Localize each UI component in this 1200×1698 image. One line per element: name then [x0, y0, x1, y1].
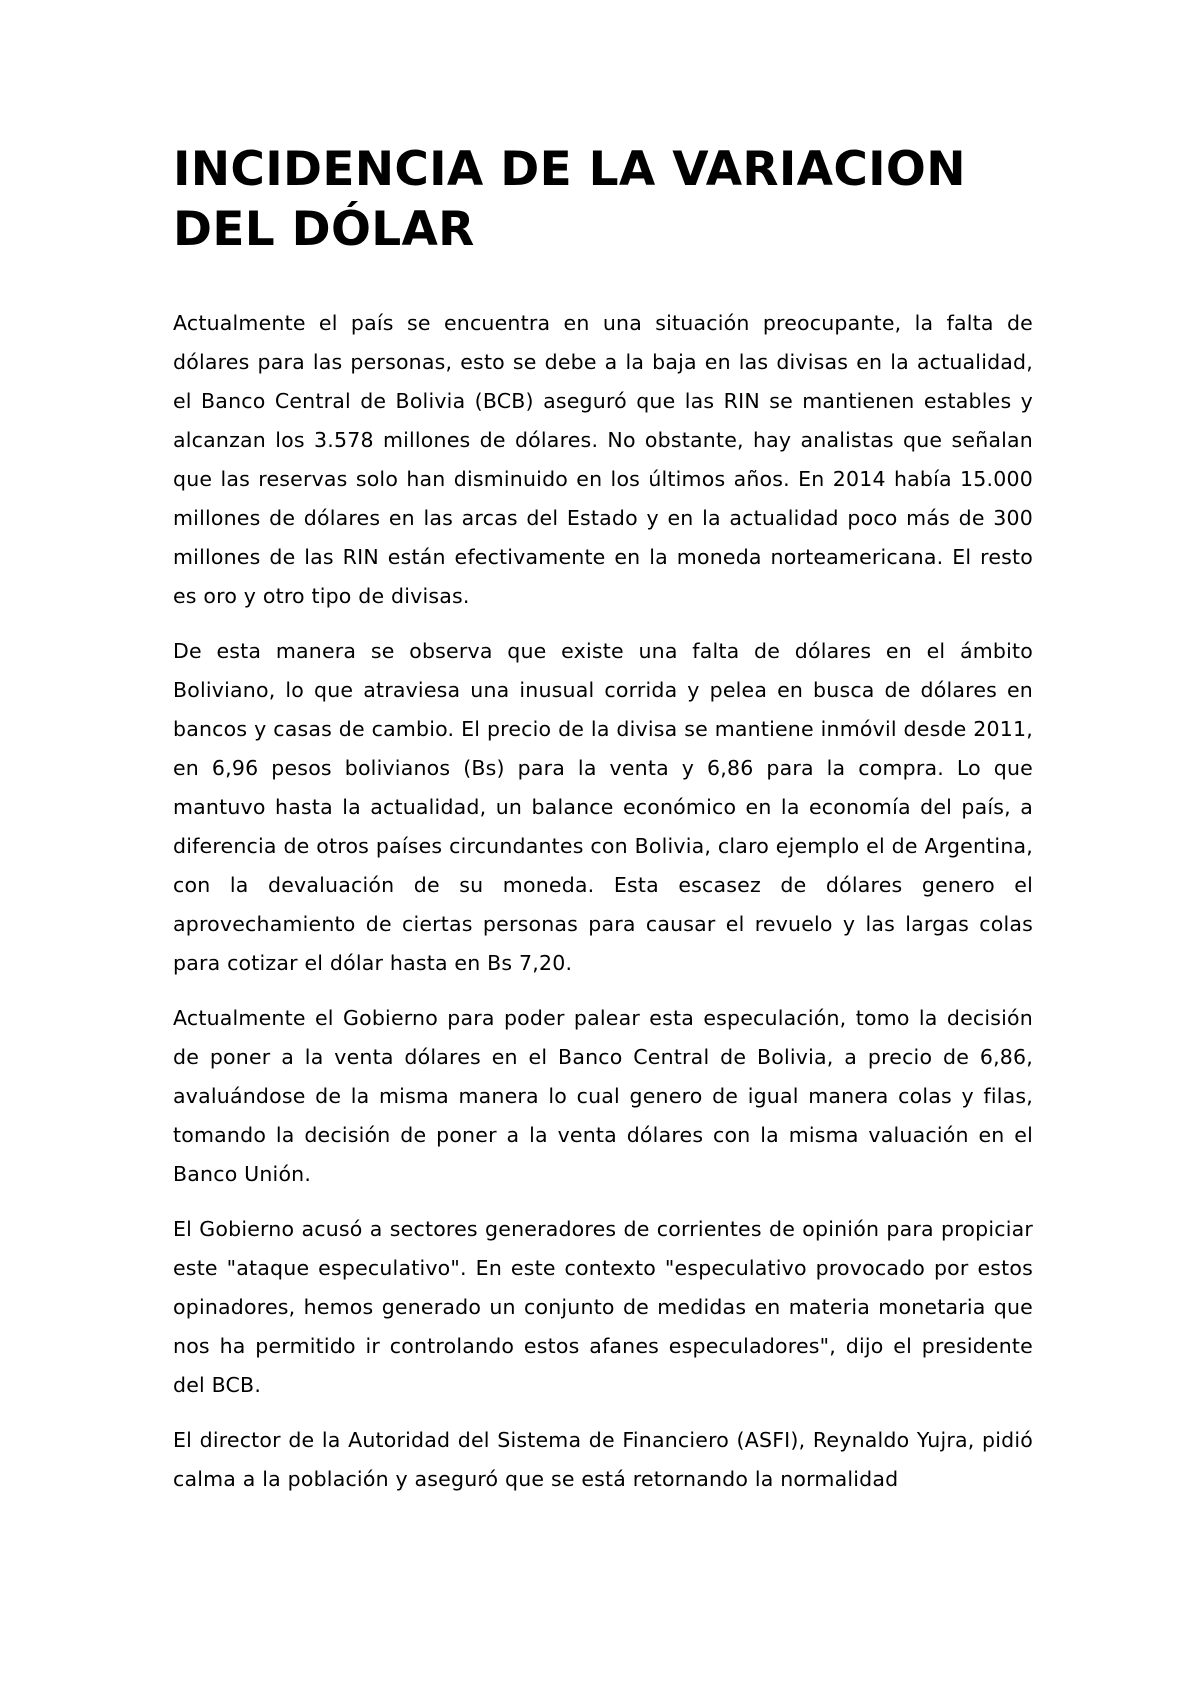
paragraph: El director de la Autoridad del Sistema de Financiero (ASFI), Reynaldo Yujra, pidió calma a la población y aseguró que se está retornando la normalidad — [173, 1428, 1033, 1491]
document-title: INCIDENCIA DE LA VARIACION DEL DÓLAR — [173, 142, 966, 257]
paragraph: Actualmente el país se encuentra en una situación preocupante, la falta de dólares para las personas, esto se debe a la baja en las divisas en la actualidad, el Banco Central de Bolivia (BCB) aseguró que las RIN se mantienen estables y alcanzan los 3.578 millones de dólares. No obstante, hay analistas que señalan que las reservas solo han disminuido en los últimos años. En 2014 había 15.000 millones de dólares en las arcas del Estado y en la actualidad poco más de 300 millones de las RIN están efectivamente en la moneda norteamericana. El resto es oro y otro tipo de divisas. — [173, 311, 1033, 608]
paragraph: Actualmente el Gobierno para poder palear esta especulación, tomo la decisión de poner a la venta dólares en el Banco Central de Bolivia, a precio de 6,86, avaluándose de la misma manera lo cual genero de igual manera colas y filas, tomando la decisión de poner a la venta dólares con la misma valuación en el Banco Unión. — [173, 1006, 1033, 1186]
paragraph: El Gobierno acusó a sectores generadores de corrientes de opinión para propiciar este "ataque especulativo". En este contexto "especulativo provocado por estos opinadores, hemos generado un conjunto de medidas en materia monetaria que nos ha permitido ir controlando estos afanes especuladores", dijo el presidente del BCB. — [173, 1217, 1033, 1397]
paragraph: De esta manera se observa que existe una falta de dólares en el ámbito Boliviano, lo que atraviesa una inusual corrida y pelea en busca de dólares en bancos y casas de cambio. El precio de la divisa se mantiene inmóvil desde 2011, en 6,96 pesos bolivianos (Bs) para la venta y 6,86 para la compra. Lo que mantuvo hasta la actualidad, un balance económico en la economía del país, a diferencia de otros países circundantes con Bolivia, claro ejemplo el de Argentina, con la devaluación de su moneda. Esta escasez de dólares genero el aprovechamiento de ciertas personas para causar el revuelo y las largas colas para cotizar el dólar hasta en Bs 7,20. — [173, 639, 1033, 975]
document-body — [173, 140, 1033, 1515]
